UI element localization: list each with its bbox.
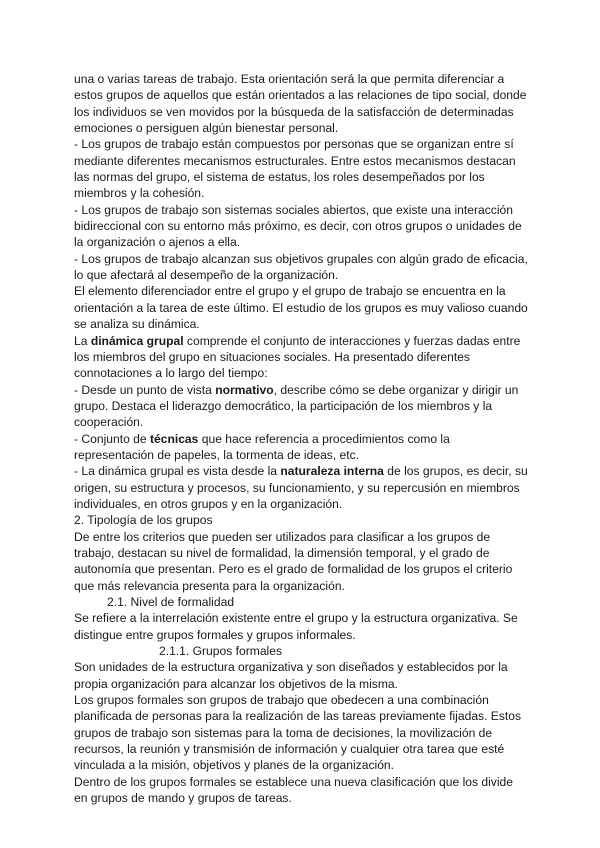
text-line: representación de papeles, la tormenta de ideas, etc.: [74, 447, 360, 462]
text-line: cooperación.: [74, 415, 144, 430]
text-line: grupo. Destaca el liderazgo democrático, la participación de los miembros y la: [74, 398, 493, 413]
text-line: trabajo, destacan su nivel de formalidad, la dimensión temporal, y el grado de: [74, 545, 490, 560]
text-line: orientación a la tarea de este último. El estudio de los grupos es muy valioso cuando: [74, 300, 528, 315]
text-line: - Los grupos de trabajo están compuestos por personas que se organizan entre sí: [74, 137, 514, 152]
text-line: - Los grupos de trabajo alcanzan sus objetivos grupales con algún grado de eficacia,: [74, 251, 528, 266]
bold-term: dinámica grupal: [90, 333, 184, 348]
text-line: - Los grupos de trabajo son sistemas sociales abiertos, que existe una interacción: [74, 202, 513, 217]
text-line: planificada de personas para la realización de las tareas previamente fijadas. Estos: [74, 709, 522, 724]
text-run: - Desde un punto de vista: [74, 382, 216, 397]
paragraph-criteria: [74, 529, 530, 594]
text-line: en grupos de mando y grupos de tareas.: [74, 791, 292, 806]
text-line: propia organización para alcanzar los objetivos de la misma.: [74, 676, 399, 691]
paragraph-efficacy: [74, 251, 530, 284]
text-line: miembros y la cohesión.: [74, 186, 205, 201]
text-run: que hace referencia a procedimientos como la: [198, 431, 450, 446]
text-line: emociones o persiguen algún bienestar personal.: [74, 121, 339, 136]
bold-term: naturaleza interna: [280, 464, 384, 479]
paragraph-structural-mechanisms: [74, 136, 530, 201]
text-line: Se refiere a la interrelación existente entre el grupo y la estructura organizativa. Se: [74, 611, 518, 626]
bold-term: técnicas: [149, 431, 199, 446]
text-line: [74, 333, 530, 349]
text-line: se analiza su dinámica.: [74, 317, 200, 332]
paragraph-formal-units: [74, 659, 530, 692]
paragraph-formal-groups: [74, 692, 530, 774]
text-line: [74, 463, 530, 479]
text-line: recursos, la reunión y transmisión de información y cualquier otra tarea que esté: [74, 742, 505, 757]
text-line: bidireccional con su entorno más próximo, es decir, con otros grupos o unidades de: [74, 219, 522, 234]
subsection-heading: 2.1. Nivel de formalidad: [107, 595, 235, 609]
paragraph-task-orientation: [74, 71, 530, 136]
paragraph-classification: [74, 774, 530, 807]
text-run: de los grupos, es decir, su: [383, 464, 528, 479]
text-line: autonomía que presentan. Pero es el grado de formalidad de los grupos el criterio: [74, 562, 513, 577]
text-line: Dentro de los grupos formales se establece una nueva clasificación que los divide: [74, 774, 513, 789]
text-line: mediante diferentes mecanismos estructurales. Entre estos mecanismos destacan: [74, 153, 516, 168]
paragraph-techniques: [74, 431, 530, 464]
paragraph-internal-nature: [74, 463, 530, 512]
text-run: comprende el conjunto de interacciones y fuerzas dadas entre: [183, 333, 521, 348]
text-run: - Conjunto de: [74, 431, 150, 446]
text-line: los miembros del grupo en situaciones sociales. Ha presentado diferentes: [74, 349, 470, 364]
text-line: los individuos se ven movidos por la búsqueda de la satisfacción de determinadas: [74, 104, 514, 119]
text-line: que más relevancia presenta para la organización.: [74, 578, 345, 593]
text-line: Son unidades de la estructura organizativa y son diseñados y establecidos por la: [74, 660, 508, 675]
text-line: distingue entre grupos formales y grupos informales.: [74, 627, 356, 642]
text-run: La: [74, 333, 91, 348]
paragraph-normative: [74, 382, 530, 431]
text-line: Los grupos formales son grupos de trabajo que obedecen a una combinación: [74, 693, 489, 708]
text-line: [74, 382, 530, 398]
text-line: De entre los criterios que pueden ser utilizados para clasificar a los grupos de: [74, 529, 491, 544]
text-run: - La dinámica grupal es vista desde la: [74, 464, 281, 479]
subsubsection-heading: 2.1.1. Grupos formales: [159, 644, 283, 659]
text-line: [74, 431, 530, 447]
text-line: El elemento diferenciador entre el grupo y el grupo de trabajo se encuentra en la: [74, 284, 506, 299]
text-line: la organización o ajenos a ella.: [74, 235, 241, 250]
paragraph-interrelation: [74, 610, 530, 643]
paragraph-open-systems: [74, 202, 530, 251]
section-heading: 2. Tipología de los grupos: [74, 513, 213, 528]
paragraph-group-dynamics: [74, 333, 530, 382]
text-line: las normas del grupo, el sistema de estatus, los roles desempeñados por los: [74, 170, 485, 185]
text-line: una o varias tareas de trabajo. Esta orientación será la que permita diferenciar a: [74, 72, 505, 86]
text-run: , describe cómo se debe organizar y dirigir un: [273, 382, 519, 397]
text-line: connotaciones a lo largo del tiempo:: [74, 366, 268, 381]
text-line: individuales, en otros grupos y en la organización.: [74, 496, 343, 511]
paragraph-differentiating-element: [74, 283, 530, 332]
text-line: grupos de trabajo son sistemas para la toma de decisiones, la movilización de: [74, 725, 493, 740]
text-line: estos grupos de aquellos que están orientados a las relaciones de tipo social, donde: [74, 88, 527, 103]
text-line: origen, su estructura y procesos, su funcionamiento, y su repercusión en miembros: [74, 480, 520, 495]
text-line: lo que afectará al desempeño de la organización.: [74, 268, 339, 283]
text-line: vinculada a la misión, objetivos y planes de la organización.: [74, 758, 395, 773]
bold-term: normativo: [215, 382, 274, 397]
